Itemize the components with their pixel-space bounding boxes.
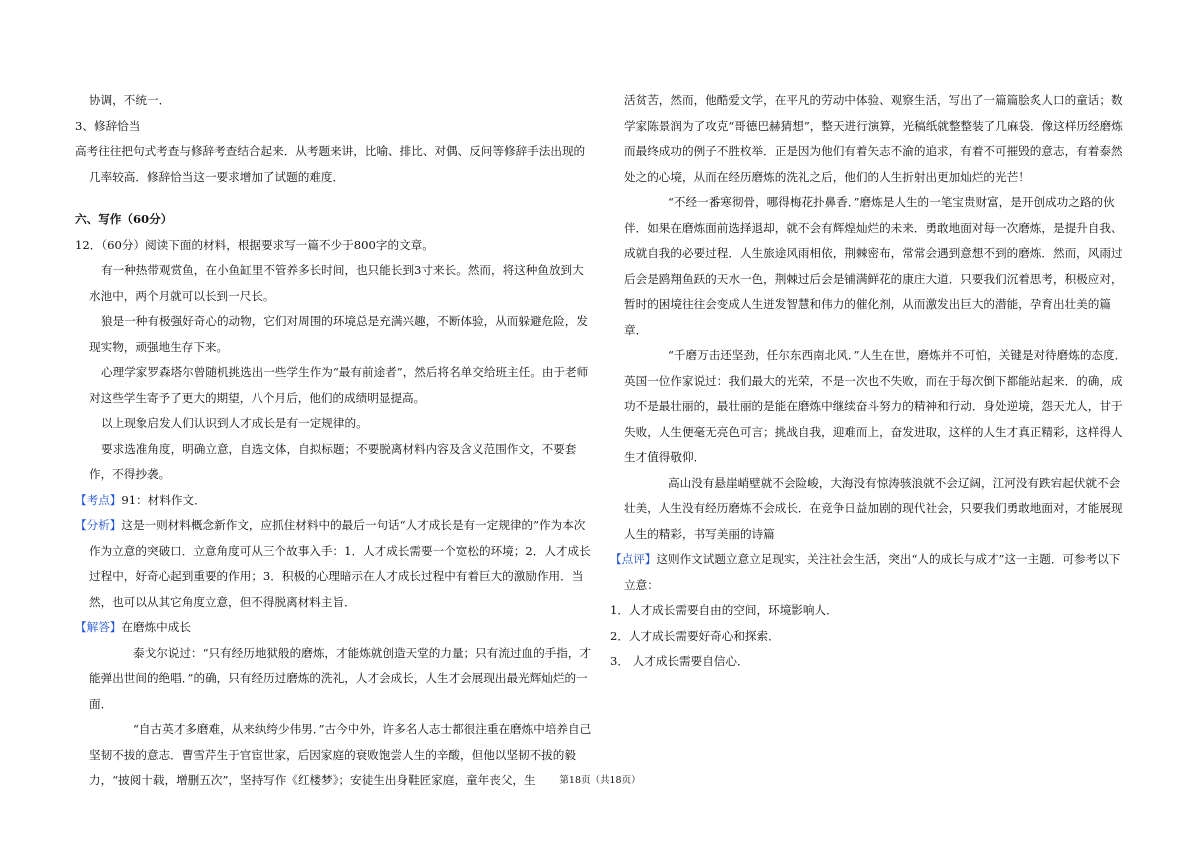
- list-item: 2．人才成长需要好奇心和探索．: [610, 628, 780, 643]
- right-column: [610, 88, 1130, 675]
- kaodian: [75, 488, 595, 514]
- text-line: 协调，不统一．: [89, 93, 171, 107]
- left-column: [75, 88, 595, 794]
- fenxi-tag: 【分析】: [75, 518, 122, 532]
- essay-paragraph: 高山没有悬崖峭壁就不会险峻，大海没有惊涛骇浪就不会辽阔，江河没有跌宕起伏就不会壮美，人生没有经历磨炼不会成长．在竞争日益加剧的现代社会，只要我们勇敢地面对，才能展现人生的精彩，书写美丽的诗篇: [624, 475, 1123, 541]
- paragraph: 高考往往把句式考查与修辞考查结合起来．从考题来讲，比喻、排比、对偶、反问等修辞手法出现的几率较高．修辞恰当这一要求增加了试题的难度．: [75, 144, 586, 184]
- fenxi: [75, 513, 595, 615]
- essay-paragraph: “千磨万击还坚劲，任尔东西南北风．”人生在世，磨炼并不可怕，关键是对待磨炼的态度．英国一位作家说过：我们最大的光荣，不是一次也不失败，而在于每次倒下都能站起来．的确，成功不是最壮丽的，最壮丽的是能在磨炼中继续奋斗努力的精神和行动．身处逆境，怨天尤人，甘于失败，人生便毫无亮色可言；挑战自我，迎难而上，奋发进取，这样的人生才真正精彩，这样得人生才值得敬仰．: [624, 348, 1127, 464]
- page-footer: 第18页（共18页）: [559, 775, 641, 786]
- essay-paragraph: “自古英才多磨难，从来纨绔少伟男．”古今中外，许多名人志士都很注重在磨炼中培养自己坚韧不拔的意志．曹雪芹生于官宦世家，后因家庭的衰败饱尝人生的辛酸，但他以坚韧不拔的毅力，“披阅十载，增删五次”，坚持写作《红楼梦》；安徒生出身鞋匠家庭，童年丧父，生: [89, 722, 592, 787]
- question-12: 12．（60分）阅读下面的材料，根据要求写一篇不少于800字的文章。: [75, 237, 434, 252]
- kaodian-tag: 【考点】: [75, 492, 122, 507]
- subheading: 3、修辞恰当: [75, 118, 141, 133]
- jieda-tag: 【解答】: [75, 620, 122, 634]
- dianping: [610, 547, 1130, 598]
- dianping-tag: 【点评】: [610, 552, 657, 566]
- jieda-text: 在磨炼中成长: [121, 620, 191, 634]
- essay-paragraph: “不经一番寒彻骨，哪得梅花扑鼻香．”磨炼是人生的一笔宝贵财富，是开创成功之路的伙伴．如果在磨炼面前选择退却，就不会有辉煌灿烂的未来．勇敢地面对每一次磨炼，是提升自我、成就自我的必要过程．人生旅途风雨相依，荆棘密布，常常会遇到意想不到的磨炼．然而，风雨过后会是鸥翔鱼跃的天水一色，荆棘过后会是铺满鲜花的康庄大道．只要我们沉着思考，积极应对，暂时的困境往往会变成人生迸发智慧和伟力的催化剂，从而激发出巨大的潜能，孕育出壮美的篇章．: [624, 195, 1123, 337]
- list-item: 1．人才成长需要自由的空间，环境影响人．: [610, 603, 838, 617]
- material-4: 以上现象启发人们认识到人才成长是有一定规律的。: [101, 416, 368, 430]
- dianping-text: 这则作文试题立意立足现实，关注社会生活，突出“人的成长与成才”这一主题．可参考以下立意：: [624, 552, 1121, 592]
- kaodian-text: 91：材料作文．: [121, 492, 206, 507]
- requirements: 要求选准角度，明确立意，自选文体，自拟标题；不要脱离材料内容及含义范围作文，不要套作，不得抄袭。: [89, 441, 577, 481]
- material-1: 有一种热带观赏鱼，在小鱼缸里不管养多长时间，也只能长到3寸来长。然而，将这种鱼放到大水池中，两个月就可以长到一尺长。: [89, 263, 584, 303]
- material-3: 心理学家罗森塔尔曾随机挑选出一些学生作为“最有前途者”，然后将名单交给班主任。由于老师对这些学生寄予了更大的期望，八个月后，他们的成绩明显提高。: [89, 365, 589, 405]
- fenxi-text: 这是一则材料概念新作文，应抓住材料中的最后一句话“人才成长是有一定规律的”作为本次作为立意的突破口．立意角度可从三个故事入手：1．人才成长需要一个宽松的环境；2．人才成长过程中，好奇心起到重要的作用；3．积极的心理暗示在人才成长过程中有着巨大的激励作用．当然，也可以从其它角度立意，但不得脱离材料主旨．: [89, 518, 591, 609]
- essay-paragraph: 活贫苦，然而，他酷爱文学，在平凡的劳动中体验、观察生活，写出了一篇篇脍炙人口的童话；数学家陈景润为了攻克“哥德巴赫猜想”，整天进行演算，光稿纸就整整装了几麻袋．像这样历经磨炼而最终成功的例子不胜枚举．正是因为他们有着矢志不渝的追求，有着不可摧毁的意志，有着泰然处之的心境，从而在经历磨炼的洗礼之后，他们的人生折射出更加灿烂的光芒！: [624, 93, 1123, 184]
- list-item: 3． 人才成长需要自信心．: [610, 654, 749, 668]
- section-heading: 六、写作（60分）: [75, 212, 173, 226]
- jieda: [75, 615, 595, 641]
- material-2: 狼是一种有极强好奇心的动物，它们对周围的环境总是充满兴趣，不断体验，从而躲避危险，发现实物，顽强地生存下来。: [89, 314, 588, 354]
- essay-paragraph: 泰戈尔说过：“只有经历地狱般的磨炼，才能炼就创造天堂的力量；只有流过血的手指，才能弹出世间的绝唱．”的确，只有经历过磨炼的洗礼，人才会成长，人生才会展现出最光辉灿烂的一面．: [89, 645, 592, 711]
